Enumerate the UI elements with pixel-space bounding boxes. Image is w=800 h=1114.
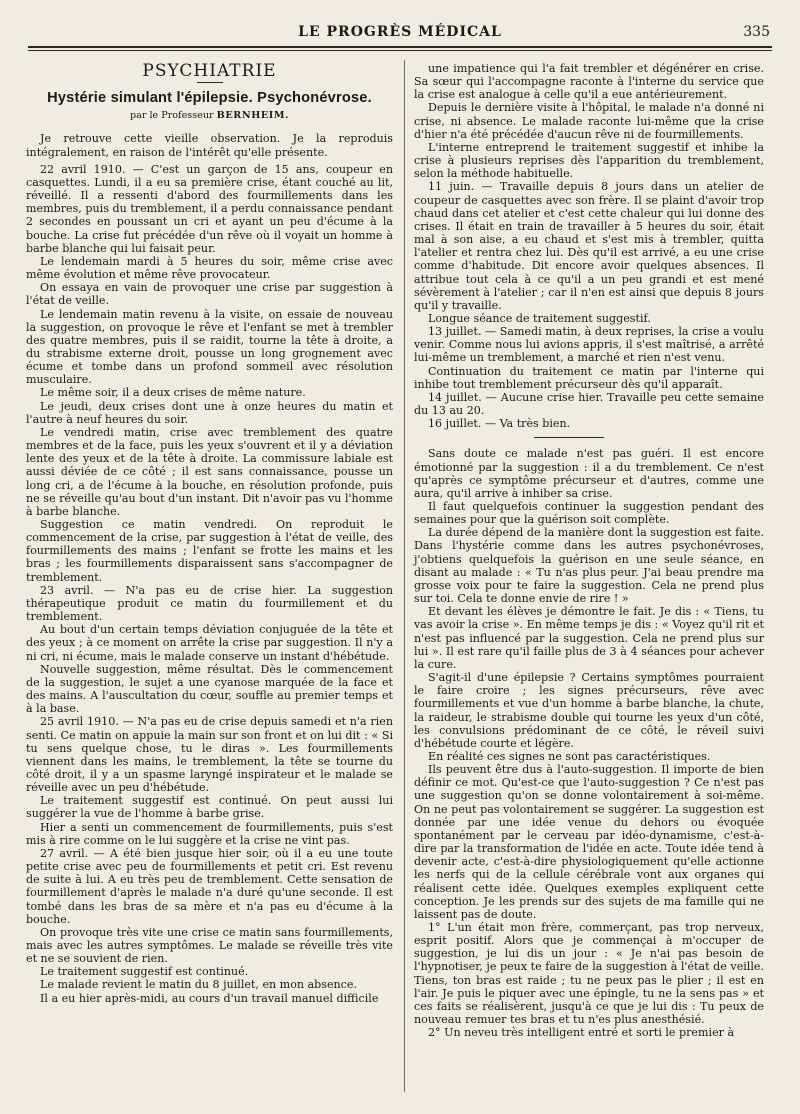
paragraph: Depuis le dernière visite à l'hôpital, le malade n'a donné ni crise, ni absence. Le malade raconte lui-même que la crise d'hier n'a été précédée d'aucun rêve ni de fourmillements.: [414, 101, 764, 141]
header-rule-thin: [28, 50, 772, 51]
paragraph: Suggestion ce matin vendredi. On reproduit le commencement de la crise, par suggestion à l'état de veille, des fourmillements des mains ; l'enfant se frotte les mains et les bras ; les fourmillements disparaissent sans s'accompagner de tremblement.: [26, 518, 393, 584]
byline: [26, 109, 393, 122]
paragraph: On provoque très vite une crise ce matin sans fourmillements, mais avec les autres symptômes. Le malade se réveille très vite et ne se souvient de rien.: [26, 925, 393, 966]
paragraph: 22 avril 1910. — C'est un garçon de 15 ans, coupeur en casquettes. Lundi, il a eu sa première crise, étant couché au lit, réveillé. Il a ressenti d'abord des fourmillements dans les membres, puis du tremblement, il a perdu connaissance pendant 2 secondes en poussant un cri et ayant un peu d'écume à la bouche. La crise fut précédée d'un rêve où il voyait un homme à barbe blanche qui lui faisait peur.: [26, 162, 393, 255]
paragraph: Ils peuvent être dus à l'auto-suggestion. Il importe de bien définir ce mot. Qu'est-ce que l'auto-suggestion ? Ce n'est pas une suggestion qu'on se donne volontairement à soi-même. On ne peut pas volontairement se suggérer. La suggestion est donnée par une idée venue du dehors ou évoquée spontanément par le cerveau par idéo-dynamisme, c'est-à-dire par la transformation de l'idée en acte. Toute idée tend à devenir acte, c'est-à-dire physiologiquement qu'elle actionne les nerfs qui de la cellule cérébrale vont aux organes qui réalisent cette idée. Quelques exemples expliquent cette conception. Je les prends sur des sujets de ma famille qui ne laissent pas de doute.: [414, 763, 764, 921]
section-rule: [197, 82, 223, 83]
paragraph: On essaya en vain de provoquer une crise par suggestion à l'état de veille.: [26, 281, 393, 308]
paragraph: 11 juin. — Travaille depuis 8 jours dans un atelier de coupeur de casquettes avec son frère. Il se plaint d'avoir trop chaud dans cet atelier et c'est cette chaleur qui lui donne des crises. Il était en train de travailler à 5 heures du soir, était mal à son aise, a eu chaud et s'est mis à trembler, quitta l'atelier et rentra chez lui. Dès qu'il est arrivé, a eu une crise comme d'habitude. Dit encore avoir quelques absences. Il attribue tout cela à ce qu'il a un peu grandi et est mené sévèrement à l'atelier ; car il n'en est ainsi que depuis 8 jours qu'il y travaille.: [414, 180, 764, 312]
paragraph: 1° L'un était mon frère, commerçant, pas trop nerveux, esprit positif. Alors que je commençai à m'occuper de suggestion, je lui dis un jour : « Je n'ai pas besoin de l'hypnotiser, je peux te faire de la suggestion à l'état de veille. Tiens, ton bras est raide ; tu ne peux pas le plier ; il est en l'air. Je puis le piquer avec une épingle, tu ne la sens pas » et ces faits se réalisèrent, jusqu'à ce que je lui dis : Tu peux de nouveau remuer tes bras et tu n'es plus anesthésié.: [414, 921, 764, 1027]
paragraph: Continuation du traitement ce matin par l'interne qui inhibe tout tremblement précurseur dès qu'il apparaît.: [414, 364, 764, 391]
paragraph: 23 avril. — N'a pas eu de crise hier. La suggestion thérapeutique produit ce matin du fourmillement et du tremblement.: [26, 583, 393, 624]
paragraph: Le lendemain mardi à 5 heures du soir, même crise avec même évolution et même rêve provocateur.: [26, 254, 393, 282]
paragraph: Sans doute ce malade n'est pas guéri. Il est encore émotionné par la suggestion : il a du tremblement. Ce n'est qu'après ce symptôme précurseur et d'autres, comme une aura, qu'il arrive à inhiber sa crise.: [414, 447, 764, 500]
author-name: BERNHEIM.: [216, 110, 290, 122]
paragraph: Le même soir, il a deux crises de même nature.: [40, 386, 306, 400]
paragraph: Et devant les élèves je démontre le fait. Je dis : « Tiens, tu vas avoir la crise ». En même temps je dis : « Voyez qu'il rit et n'est pas influencé par la suggestion. Cela ne prend plus sur lui ». Il est rare qu'il faille plus de 3 à 4 séances pour achever la cure.: [414, 605, 764, 671]
paragraph: En réalité ces signes ne sont pas caractéristiques.: [428, 749, 711, 763]
paragraph: Nouvelle suggestion, même résultat. Dès le commencement de la suggestion, le sujet a une cyanose marquée de la face et des mains. A l'auscultation du cœur, souffle au premier temps et à la base.: [26, 662, 393, 716]
section-separator: [534, 437, 604, 438]
paragraph: Je retrouve cette vieille observation. Je la reproduis intégralement, en raison de l'intérêt qu'elle présente.: [26, 132, 393, 159]
paragraph: 13 juillet. — Samedi matin, à deux reprises, la crise a voulu venir. Comme nous lui avions appris, il s'est maîtrisé, a arrêté lui-même un tremblement, a marché et rien n'est venu.: [414, 325, 764, 365]
column-divider: [404, 60, 405, 1092]
paragraph: Longue séance de traitement suggestif.: [428, 311, 651, 325]
paragraph: Au bout d'un certain temps déviation conjuguée de la tête et des yeux ; à ce moment on arrête la crise par suggestion. Il n'y a ni cri, ni écume, mais le malade conserve un instant d'hébétude.: [26, 623, 393, 663]
paragraph: Le lendemain matin revenu à la visite, on essaie de nouveau la suggestion, on provoque le rêve et l'enfant se met à trembler des quatre membres, puis il se raidit, tourne la tête à droite, a du strabisme externe droit, pousse un long grognement avec écume et tombe dans un profond sommeil avec résolution musculaire.: [26, 307, 393, 387]
section-heading: PSYCHIATRIE: [142, 61, 277, 81]
left-column: [26, 62, 393, 1005]
journal-title: LE PROGRÈS MÉDICAL: [298, 24, 502, 40]
paragraph: 16 juillet. — Va très bien.: [428, 417, 571, 431]
byline-prefix: par le Professeur: [129, 110, 214, 122]
right-column: [414, 62, 764, 1039]
paragraph: La durée dépend de la manière dont la suggestion est faite. Dans l'hystérie comme dans les autres psychonévroses, j'obtiens quelquefois la guérison en une seule séance, en disant au malade : « Tu n'as plus peur. J'ai beau prendre ma grosse voix pour te faire la suggestion. Cela ne prend plus sur toi. Cela te donne envie de rire ! »: [414, 526, 764, 606]
paragraph: Le traitement suggestif est continué. On peut aussi lui suggérer la vue de l'homme à barbe grise.: [26, 794, 393, 821]
paragraph: Le traitement suggestif est continué.: [40, 965, 249, 979]
article-title: Hystérie simulant l'épilepsie. Psychonévrose.: [47, 90, 372, 107]
header-rule: [28, 46, 772, 48]
running-header: [28, 24, 772, 46]
paragraph: Le malade revient le matin du 8 juillet, en mon absence.: [40, 978, 357, 992]
paragraph: Le jeudi, deux crises dont une à onze heures du matin et l'autre à neuf heures du soir.: [26, 399, 393, 426]
paragraph: 2° Un neveu très intelligent entré et sorti le premier à: [428, 1026, 735, 1040]
paragraph: L'interne entreprend le traitement suggestif et inhibe la crise à plusieurs reprises dès l'apparition du tremblement, selon la méthode habituelle.: [414, 140, 764, 181]
paragraph: 14 juillet. — Aucune crise hier. Travaille peu cette semaine du 13 au 20.: [414, 390, 764, 418]
page-number: 335: [743, 24, 770, 40]
paragraph: une impatience qui l'a fait trembler et dégénérer en crise. Sa sœur qui l'accompagne raconte à l'interne du service que la crise est analogue à celle qu'il a eue antérieurement.: [414, 62, 764, 102]
paragraph: Il a eu hier après-midi, au cours d'un travail manuel difficile: [40, 991, 379, 1005]
paragraph: 25 avril 1910. — N'a pas eu de crise depuis samedi et n'a rien senti. Ce matin on appuie la main sur son front et on lui dit : « Si tu sens quelque chose, tu le diras ». Les fourmillements viennent dans les mains, le tremblement, la tête se tourne du côté droit, il y a un spasme laryngé inspirateur et le malade se réveille avec un peu d'hébétude.: [26, 715, 393, 795]
paragraph: S'agit-il d'une épilepsie ? Certains symptômes pourraient le faire croire ; les signes précurseurs, rêve avec fourmillements et vue d'un homme à barbe blanche, la chute, la raideur, le strabisme double qui tourne les yeux d'un côté, les convulsions prédominant de ce côté, le réveil suivi d'hébétude courte et légère.: [414, 671, 764, 750]
paragraph: Le vendredi matin, crise avec tremblement des quatre membres et de la face, puis les yeux s'ouvrent et il y a déviation lente des yeux et de la tête à droite. La commissure labiale est aussi déviée de ce côté ; il est sans connaissance, pousse un long cri, a de l'écume à la bouche, en résolution profonde, puis ne se réveille qu'au bout d'un instant. Dit n'avoir pas vu l'homme à barbe blanche.: [26, 425, 393, 518]
paragraph: 27 avril. — A été bien jusque hier soir, où il a eu une toute petite crise avec peu de fourmillements et petit cri. Est revenu de suite à lui. A eu très peu de tremblement. Cette sensation de fourmillement d'après le malade n'a duré qu'une seconde. Il est tombé dans les bras de sa mère et n'a pas eu d'écume à la bouche.: [26, 846, 393, 926]
paragraph: Il faut quelquefois continuer la suggestion pendant des semaines pour que la guérison soit complète.: [414, 500, 764, 527]
paragraph: Hier a senti un commencement de fourmillements, puis s'est mis à rire comme on le lui suggère et la crise ne vint pas.: [26, 820, 393, 847]
